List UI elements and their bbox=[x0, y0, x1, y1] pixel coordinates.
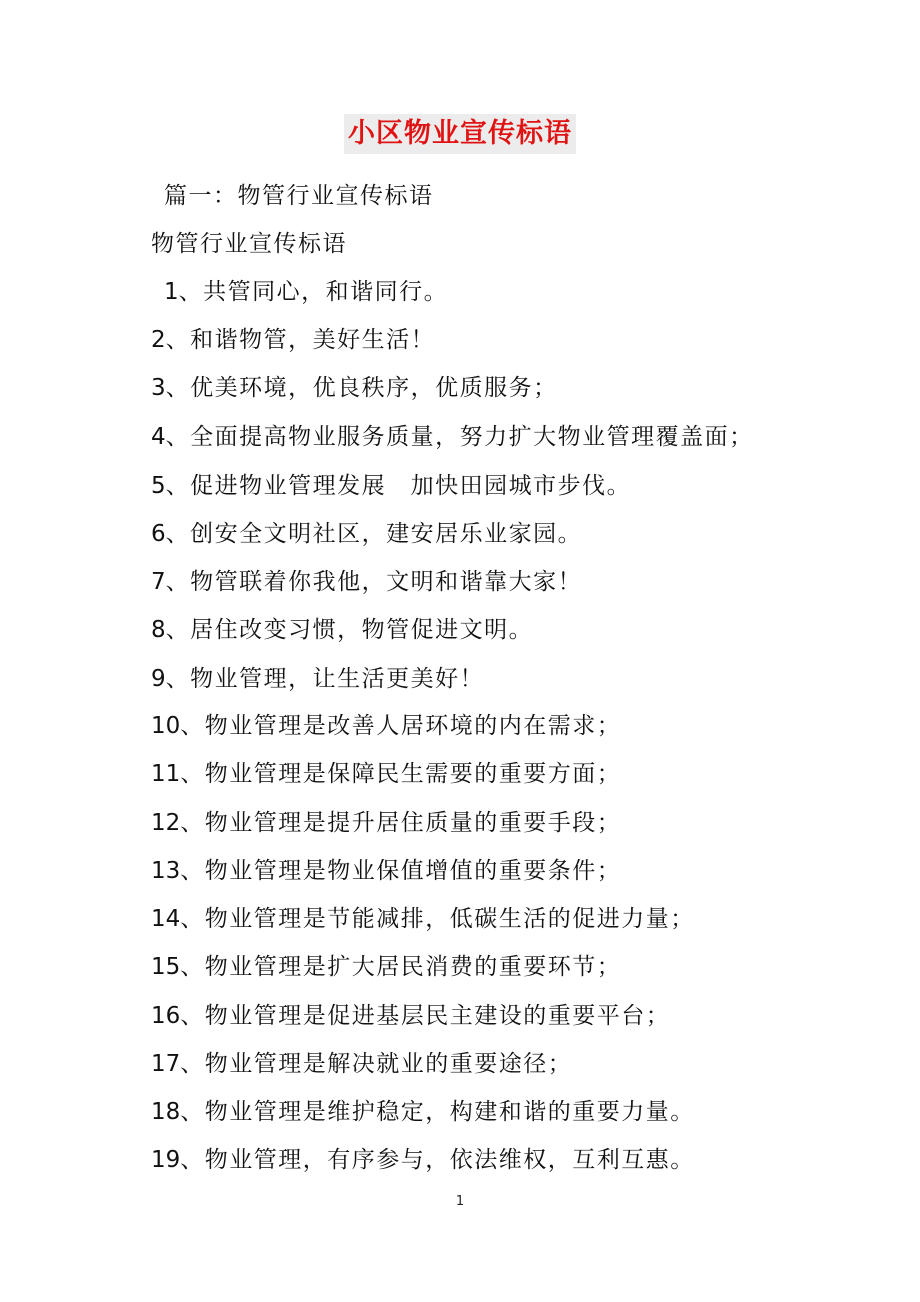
list-item: 6、创安全文明社区，建安居乐业家园。 bbox=[151, 521, 583, 547]
list-item: 18、物业管理是维护稳定，构建和谐的重要力量。 bbox=[151, 1099, 695, 1125]
list-item: 1、共管同心，和谐同行。 bbox=[164, 279, 449, 305]
list-item: 16、物业管理是促进基层民主建设的重要平台； bbox=[151, 1003, 671, 1029]
page-number: 1 bbox=[455, 1194, 465, 1209]
section-heading: 篇一：物管行业宣传标语 bbox=[164, 183, 434, 209]
list-item: 3、优美环境，优良秩序，优质服务； bbox=[151, 375, 558, 401]
list-item: 9、物业管理，让生活更美好！ bbox=[151, 666, 485, 692]
list-item: 19、物业管理，有序参与，依法维权，互利互惠。 bbox=[151, 1147, 695, 1173]
list-item: 15、物业管理是扩大居民消费的重要环节； bbox=[151, 954, 622, 980]
list-item: 7、物管联着你我他，文明和谐靠大家！ bbox=[151, 569, 583, 595]
list-item: 4、全面提高物业服务质量，努力扩大物业管理覆盖面； bbox=[151, 424, 754, 450]
subheading: 物管行业宣传标语 bbox=[151, 231, 347, 257]
title-wrap bbox=[0, 114, 920, 154]
list-item: 5、促进物业管理发展 加快田园城市步伐。 bbox=[151, 473, 632, 499]
list-item: 11、物业管理是保障民生需要的重要方面； bbox=[151, 761, 622, 787]
list-item: 10、物业管理是改善人居环境的内在需求； bbox=[151, 713, 622, 739]
list-item: 12、物业管理是提升居住质量的重要手段； bbox=[151, 810, 622, 836]
list-item: 13、物业管理是物业保值增值的重要条件； bbox=[151, 858, 622, 884]
document-title: 小区物业宣传标语 bbox=[344, 114, 576, 154]
list-item: 2、和谐物管，美好生活！ bbox=[151, 327, 436, 353]
list-item: 8、居住改变习惯，物管促进文明。 bbox=[151, 617, 534, 643]
list-item: 17、物业管理是解决就业的重要途径； bbox=[151, 1051, 573, 1077]
list-item: 14、物业管理是节能减排，低碳生活的促进力量； bbox=[151, 906, 695, 932]
